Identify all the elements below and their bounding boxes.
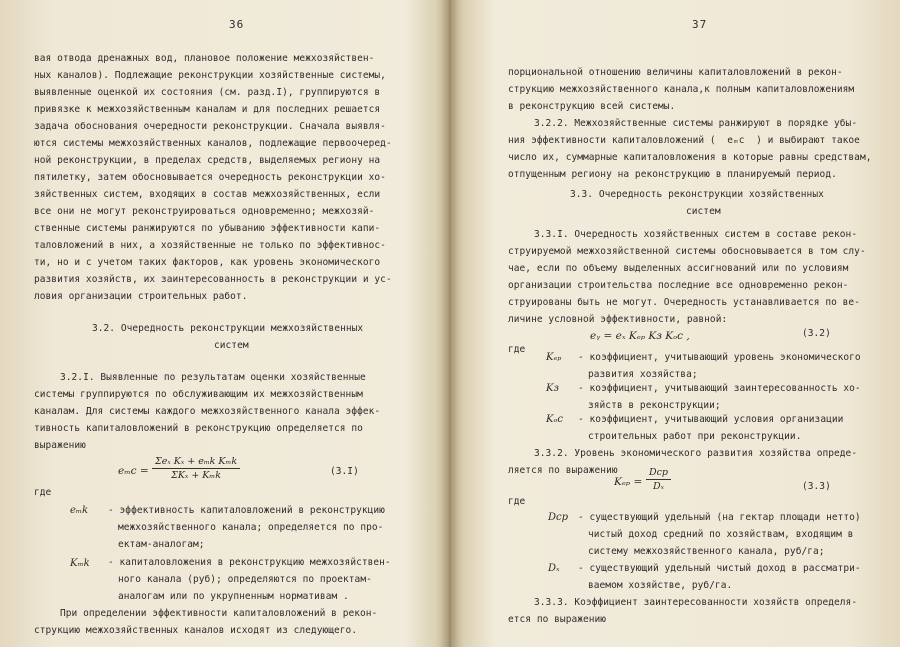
text-line: развития хозяйств, их заинтересованность в реконструкции и ус- bbox=[34, 274, 392, 285]
text-line: ловия организации строительных работ. bbox=[34, 291, 248, 302]
text-line: вая отвода дренажных вод, плановое положение межхозяйствен- bbox=[34, 53, 375, 64]
where-label: где bbox=[508, 496, 526, 507]
definition-line: - капиталовложения в реконструкцию межхозяйствен- bbox=[108, 557, 391, 568]
text-line: 3.2.2. Межхозяйственные системы ранжируют в порядке убы- bbox=[534, 118, 858, 129]
definition-line: аналогам или по укрупненным нормативам . bbox=[118, 591, 349, 602]
text-line: 3.2.I. Выявленные по результатам оценки хозяйственные bbox=[60, 372, 366, 383]
formula-lhs: еₘc = bbox=[118, 465, 149, 477]
formula-tag: (3.3) bbox=[802, 481, 831, 492]
text-line: отпущенным региону на реконструкцию в планируемый период. bbox=[508, 169, 837, 180]
text-line: зяйственных систем, входящих в состав межхозяйственных, если bbox=[34, 189, 381, 200]
definition-line: - существующий удельный чистый доход в рассматри- bbox=[578, 563, 861, 574]
definition-line: ектам-аналогам; bbox=[118, 539, 205, 550]
text-line: все они не могут реконструироваться одновременно; межхозяй- bbox=[34, 206, 375, 217]
definition-symbol: Kₒc bbox=[546, 414, 563, 425]
where-label: где bbox=[34, 487, 52, 498]
definition-line: систему межхозяйственного канала, руб/га; bbox=[588, 546, 825, 557]
text-line: струированы быть не могут. Очередность устанавливается по ве- bbox=[508, 297, 860, 308]
section-heading: 3.2. Очередность реконструкции межхозяйственных bbox=[92, 323, 364, 334]
definition-symbol: Kₑₚ bbox=[546, 352, 562, 363]
text-line: чае, если по объему выделенных ассигнований или по условиям bbox=[508, 263, 849, 274]
text-line: привязке к межхозяйственным каналам и для последних решается bbox=[34, 104, 381, 115]
page-number-right: 37 bbox=[692, 18, 708, 31]
definition-line: - коэффициент, учитывающий условия организации bbox=[578, 414, 844, 425]
definition-line: - коэффициент, учитывающий заинтересованность хо- bbox=[578, 383, 861, 394]
definition-symbol: Dₓ bbox=[548, 563, 560, 574]
text-line: системы группируются по обслуживающим их межхозяйственным bbox=[34, 389, 363, 400]
formula-numerator: Dcp bbox=[646, 467, 671, 480]
definition-line: межхозяйственного канала; определяется по про- bbox=[118, 522, 384, 533]
text-line: выявленные оценкой их состояния (см. разд.I), группируются в bbox=[34, 87, 381, 98]
formula-denominator: Dₓ bbox=[653, 481, 665, 492]
section-heading: 3.3. Очередность реконструкции хозяйственных bbox=[570, 189, 824, 200]
definition-line: - эффективность капиталовложений в реконструкцию bbox=[108, 505, 385, 516]
text-line: ются системы межхозяйственных каналов, подлежащие первоочеред- bbox=[34, 138, 392, 149]
page-number-left: 36 bbox=[229, 18, 245, 31]
text-line: 3.3.I. Очередность хозяйственных систем в составе рекон- bbox=[534, 229, 858, 240]
formula-fraction bbox=[646, 467, 671, 492]
section-heading: систем bbox=[686, 206, 721, 217]
definition-line: зяйств в реконструкции; bbox=[588, 400, 721, 411]
definition-symbol: Kₘk bbox=[70, 558, 90, 569]
definition-symbol: еₘk bbox=[70, 505, 89, 516]
text-line: ти, но и с учетом таких факторов, как уровень экономического bbox=[34, 257, 381, 268]
section-heading: систем bbox=[214, 340, 249, 351]
formula-denominator: ΣKₓ + Kₘk bbox=[171, 470, 221, 481]
definition-line: развития хозяйства; bbox=[588, 369, 698, 380]
text-line: струкцию межхозяйственного канала,к полным капиталовложениям bbox=[508, 84, 855, 95]
definition-line: - коэффициент, учитывающий уровень экономического bbox=[578, 352, 861, 363]
definition-line: ного канала (руб); определяются по проектам- bbox=[118, 574, 372, 585]
text-line: струкцию межхозяйственных каналов исходят из следующего. bbox=[34, 625, 358, 636]
text-line: таловложений в них, а хозяйственные не только по эффективнос- bbox=[34, 240, 386, 251]
formula-tag: (3.2) bbox=[802, 328, 831, 339]
text-line: тивность капиталовложений в реконструкцию определяется по bbox=[34, 423, 363, 434]
definition-line: - существующий удельный (на гектар площади нетто) bbox=[578, 512, 861, 523]
text-line: организации строительства последние все одновременно рекон- bbox=[508, 280, 849, 291]
text-line: При определении эффективности капиталовложений в рекон- bbox=[60, 608, 378, 619]
formula-fraction bbox=[152, 456, 240, 481]
text-line: число их, суммарные капиталовложения в которые равны средствам, bbox=[508, 152, 872, 163]
formula-3-2: eᵧ = eₓ Kₑₚ Kз Kₒc , bbox=[590, 330, 690, 342]
formula-3-3-lhs: Kₑₚ = bbox=[614, 476, 643, 488]
text-line: ной реконструкции, в пределах средств, выделяемых региону на bbox=[34, 155, 381, 166]
text-line: ных каналов). Подлежащие реконструкции хозяйственные системы, bbox=[34, 70, 386, 81]
definition-symbol: Dcp bbox=[548, 512, 569, 523]
text-line: в реконструкцию всей системы. bbox=[508, 101, 676, 112]
right-page bbox=[452, 0, 900, 647]
where-label: где bbox=[508, 344, 526, 355]
formula-numerator: Σeₓ Kₓ + eₘk Kₘk bbox=[152, 456, 240, 469]
text-line: ляется по выражению bbox=[508, 465, 618, 476]
definition-line: строительных работ при реконструкции. bbox=[588, 431, 802, 442]
text-line: задача обоснования очередности реконструкции. Сначала выявля- bbox=[34, 121, 386, 132]
definition-symbol: Kз bbox=[546, 383, 559, 394]
text-line: ния эффективности капиталовложений ( еₘc ) и выбирают такое bbox=[508, 135, 860, 146]
text-line: личине условной эффективности, равной: bbox=[508, 314, 728, 325]
definition-line: ваемом хозяйстве, руб/га. bbox=[588, 580, 733, 591]
formula-tag: (3.I) bbox=[330, 466, 359, 477]
text-line: ется по выражению bbox=[508, 614, 607, 625]
text-line: струируемой межхозяйственной системы обосновывается в том слу- bbox=[508, 246, 866, 257]
text-line: каналам. Для системы каждого межхозяйственного канала эффек- bbox=[34, 406, 381, 417]
text-line: ственные системы ранжируются по убыванию эффективности капи- bbox=[34, 223, 381, 234]
text-line: пятилетку, затем обосновывается очередность реконструкции хо- bbox=[34, 172, 386, 183]
definition-line: чистый доход средний по хозяйствам, входящим в bbox=[588, 529, 854, 540]
text-line: 3.3.3. Коэффициент заинтересованности хозяйств определя- bbox=[534, 597, 858, 608]
text-line: 3.3.2. Уровень экономического развития хозяйства опреде- bbox=[534, 448, 858, 459]
text-line: порциональной отношению величины капиталовложений в рекон- bbox=[508, 67, 843, 78]
left-page bbox=[0, 0, 448, 647]
text-line: выражению bbox=[34, 440, 86, 451]
